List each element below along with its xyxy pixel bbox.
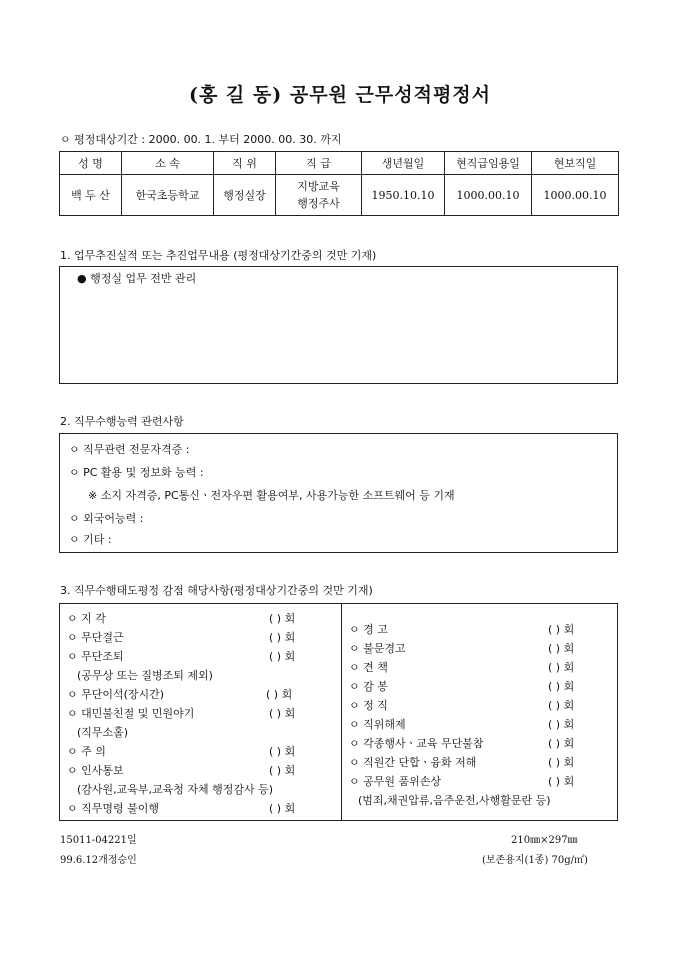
left-item-caution: ㅇ 주 의 <box>67 745 106 758</box>
header-birthdate: 생년월일 <box>362 152 445 175</box>
right-count-suspension: ( ) 회 <box>548 699 575 712</box>
section3-title: 3. 직무수행태도평정 감점 해당사항(평정대상기간중의 것만 기재) <box>60 584 373 597</box>
cell-name: 백 두 산 <box>60 175 122 216</box>
left-item-early-leave: ㅇ 무단조퇴 <box>67 650 124 663</box>
section3-divider <box>341 604 342 820</box>
right-count-pay-cut: ( ) 회 <box>548 680 575 693</box>
right-item-pay-cut: ㅇ 감 봉 <box>349 680 388 693</box>
pc-note-line: ※ 소지 자격증, PC통신ㆍ전자우편 활용여부, 사용가능한 소프트웨어 등 기재 <box>88 489 455 502</box>
left-item-personnel-notice: ㅇ 인사통보 <box>67 764 124 777</box>
right-count-harmony: ( ) 회 <box>548 756 575 769</box>
left-note-early-leave: (공무상 또는 질병조퇴 제외) <box>77 669 213 682</box>
section3-box <box>59 603 618 821</box>
right-item-warning: ㅇ 경 고 <box>349 623 388 636</box>
left-item-late: ㅇ 지 각 <box>67 612 106 625</box>
evaluation-period: ㅇ 평정대상기간 : 2000. 00. 1. 부터 2000. 00. 30. 까지 <box>60 133 342 146</box>
right-count-reprimand: ( ) 회 <box>548 661 575 674</box>
right-count-event-absence: ( ) 회 <box>548 737 575 750</box>
header-grade: 직 급 <box>276 152 362 175</box>
header-current-post: 현보직일 <box>532 152 619 175</box>
left-item-unkindness: ㅇ 대민불친절 및 민원야기 <box>67 707 195 720</box>
paper-size: 210㎜×297㎜ <box>511 835 578 846</box>
language-line: ㅇ 외국어능력 : <box>69 512 144 525</box>
pc-skill-line: ㅇ PC 활용 및 정보화 능력 : <box>69 466 204 479</box>
left-count-absence: ( ) 회 <box>269 631 296 644</box>
left-note-audit: (감사원,교육부,교육청 자체 행정감사 등) <box>77 783 274 796</box>
cell-current-post-date: 1000.00.10 <box>532 175 619 216</box>
left-count-unkindness: ( ) 회 <box>269 707 296 720</box>
left-note-negligence: (직무소홀) <box>77 726 129 739</box>
header-position: 직 위 <box>214 152 276 175</box>
page-title: (홍 길 동) 공무원 근무성적평정서 <box>188 84 492 106</box>
cell-position: 행정실장 <box>214 175 276 216</box>
header-name: 성 명 <box>60 152 122 175</box>
right-item-unwritten-warning: ㅇ 불문경고 <box>349 642 406 655</box>
cell-grade <box>276 175 362 216</box>
header-department: 소 속 <box>122 152 214 175</box>
personal-info-table <box>59 151 619 216</box>
cert-line: ㅇ 직무관련 전문자격증 : <box>69 443 190 456</box>
form-number: 15011-04221일 <box>60 835 137 846</box>
left-count-early-leave: ( ) 회 <box>269 650 296 663</box>
left-item-absence: ㅇ 무단결근 <box>67 631 124 644</box>
right-item-dignity: ㅇ 공무원 품위손상 <box>349 775 442 788</box>
cell-birthdate: 1950.10.10 <box>362 175 445 216</box>
section1-box <box>59 266 618 384</box>
right-item-removal: ㅇ 직위해제 <box>349 718 406 731</box>
header-grade-appointment: 현직급임용일 <box>445 152 532 175</box>
section2-box <box>59 433 618 553</box>
left-item-leaving-post: ㅇ 무단이석(장시간) <box>67 688 165 701</box>
left-count-leaving-post: ( ) 회 <box>266 688 293 701</box>
left-count-disobedience: ( ) 회 <box>269 802 296 815</box>
right-note-dignity: (범죄,채권압류,음주운전,사행활문란 등) <box>358 794 551 807</box>
left-item-disobedience: ㅇ 직무명령 불이행 <box>67 802 160 815</box>
left-count-late: ( ) 회 <box>269 612 296 625</box>
section1-title: 1. 업무추진실적 또는 추진업무내용 (평정대상기간중의 것만 기재) <box>60 249 377 262</box>
right-item-reprimand: ㅇ 견 책 <box>349 661 388 674</box>
right-count-removal: ( ) 회 <box>548 718 575 731</box>
right-item-suspension: ㅇ 정 직 <box>349 699 388 712</box>
cell-grade-line2: 행정주사 <box>297 197 340 210</box>
right-item-harmony: ㅇ 직원간 단합ㆍ융화 저해 <box>349 756 477 769</box>
paper-type: (보존용지(1종) 70g/㎡) <box>482 855 588 866</box>
right-count-dignity: ( ) 회 <box>548 775 575 788</box>
section1-item: ● 행정실 업무 전반 관리 <box>77 272 197 285</box>
left-count-personnel-notice: ( ) 회 <box>269 764 296 777</box>
cell-department: 한국초등학교 <box>122 175 214 216</box>
right-item-event-absence: ㅇ 각종행사ㆍ교육 무단불참 <box>349 737 484 750</box>
left-count-caution: ( ) 회 <box>269 745 296 758</box>
cell-grade-appointment-date: 1000.00.10 <box>445 175 532 216</box>
right-count-unwritten-warning: ( ) 회 <box>548 642 575 655</box>
approval-date: 99.6.12개정승인 <box>60 855 137 866</box>
other-line: ㅇ 기타 : <box>69 533 112 546</box>
section2-title: 2. 직무수행능력 관련사항 <box>60 415 184 428</box>
right-count-warning: ( ) 회 <box>548 623 575 636</box>
cell-grade-line1: 지방교육 <box>297 180 340 193</box>
